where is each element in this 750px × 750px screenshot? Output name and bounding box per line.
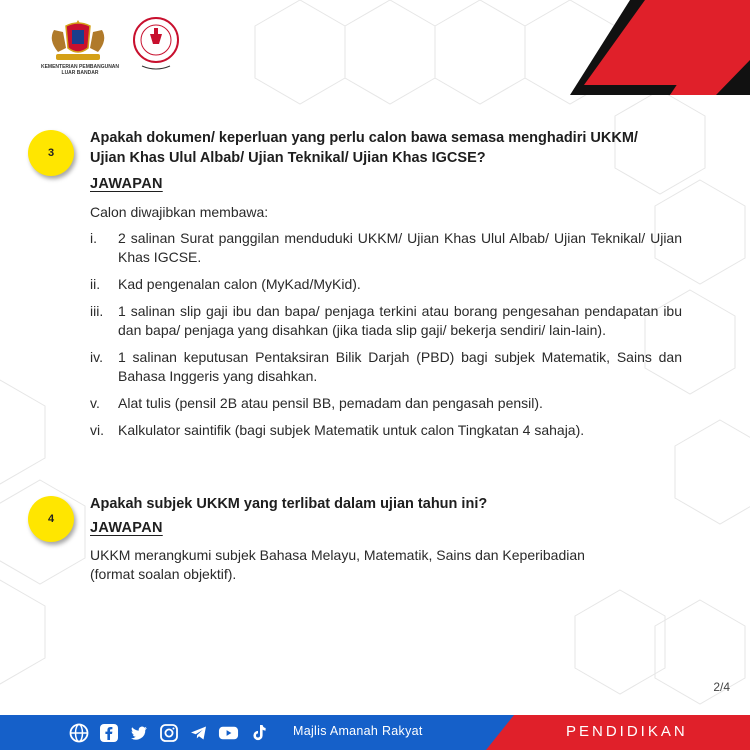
- social-icons: [68, 722, 269, 743]
- list-text: 2 salinan Surat panggilan menduduki UKKM/ Ujian Khas Ulul Albab/ Ujian Teknikal/ Ujian Khas IGCSE.: [118, 230, 682, 265]
- list-number: i.: [90, 230, 97, 246]
- tiktok-icon[interactable]: [248, 722, 269, 743]
- telegram-icon[interactable]: [188, 722, 209, 743]
- list-item: [90, 229, 682, 267]
- footer-bar: [0, 715, 750, 750]
- question-number-badge: 4: [28, 496, 74, 542]
- answer-intro: Calon diwajibkan membawa:: [90, 204, 269, 220]
- twitter-icon[interactable]: [128, 722, 149, 743]
- answer-heading: JAWAPAN: [90, 176, 163, 192]
- facebook-icon[interactable]: [98, 722, 119, 743]
- list-text: Kad pengenalan calon (MyKad/MyKid).: [118, 276, 361, 292]
- question-number-badge: 3: [28, 130, 74, 176]
- list-item: [90, 275, 682, 294]
- header-stripe-decoration: [520, 0, 750, 95]
- list-number: vi.: [90, 422, 104, 438]
- ministry-logo: [38, 16, 118, 78]
- list-item: [90, 421, 682, 440]
- list-text: 1 salinan slip gaji ibu dan bapa/ penjaga terkini atau borang pengesahan pendapatan ibu dan bapa/ penjaga yang disahkan (jika tiada slip gaji/ bekerja sendiri/ lain-lain).: [118, 303, 682, 338]
- ministry-caption: KEMENTERIAN PEMBANGUNAN LUAR BANDAR: [40, 64, 120, 76]
- list-item: [90, 394, 682, 413]
- instagram-icon[interactable]: [158, 722, 179, 743]
- list-number: ii.: [90, 276, 101, 292]
- youtube-icon[interactable]: [218, 722, 239, 743]
- answer-line-1: UKKM merangkumi subjek Bahasa Melayu, Matematik, Sains dan Keperibadian: [90, 547, 585, 563]
- list-number: iv.: [90, 349, 103, 365]
- page-indicator: 2/4: [713, 680, 730, 694]
- list-text: 1 salinan keputusan Pentaksiran Bilik Darjah (PBD) bagi subjek Matematik, Sains dan Bahasa Inggeris yang disahkan.: [118, 349, 682, 384]
- answer-text: [90, 546, 585, 584]
- mara-logo: [130, 16, 182, 72]
- answer-heading: JAWAPAN: [90, 520, 163, 536]
- question-text: Apakah subjek UKKM yang terlibat dalam ujian tahun ini?: [90, 496, 488, 512]
- list-item: [90, 302, 682, 340]
- globe-icon[interactable]: [68, 722, 89, 743]
- list-number: v.: [90, 395, 100, 411]
- question-text: [90, 128, 638, 168]
- list-text: Alat tulis (pensil 2B atau pensil BB, pemadam dan pengasah pensil).: [118, 395, 543, 411]
- list-item: [90, 348, 682, 386]
- coat-of-arms-icon: [38, 16, 118, 64]
- footer-org-name: Majlis Amanah Rakyat: [293, 724, 423, 738]
- header-logos: [38, 16, 182, 78]
- mara-emblem-icon: [130, 16, 182, 72]
- question-line-2: Ujian Khas Ulul Albab/ Ujian Teknikal/ Ujian Khas IGCSE?: [90, 150, 486, 166]
- requirements-list: [90, 229, 682, 448]
- question-line-1: Apakah dokumen/ keperluan yang perlu calon bawa semasa menghadiri UKKM/: [90, 130, 638, 146]
- answer-line-2: (format soalan objektif).: [90, 566, 237, 582]
- list-text: Kalkulator saintifik (bagi subjek Matematik untuk calon Tingkatan 4 sahaja).: [118, 422, 585, 438]
- footer-section-label: PENDIDIKAN: [566, 723, 688, 740]
- list-number: iii.: [90, 303, 104, 319]
